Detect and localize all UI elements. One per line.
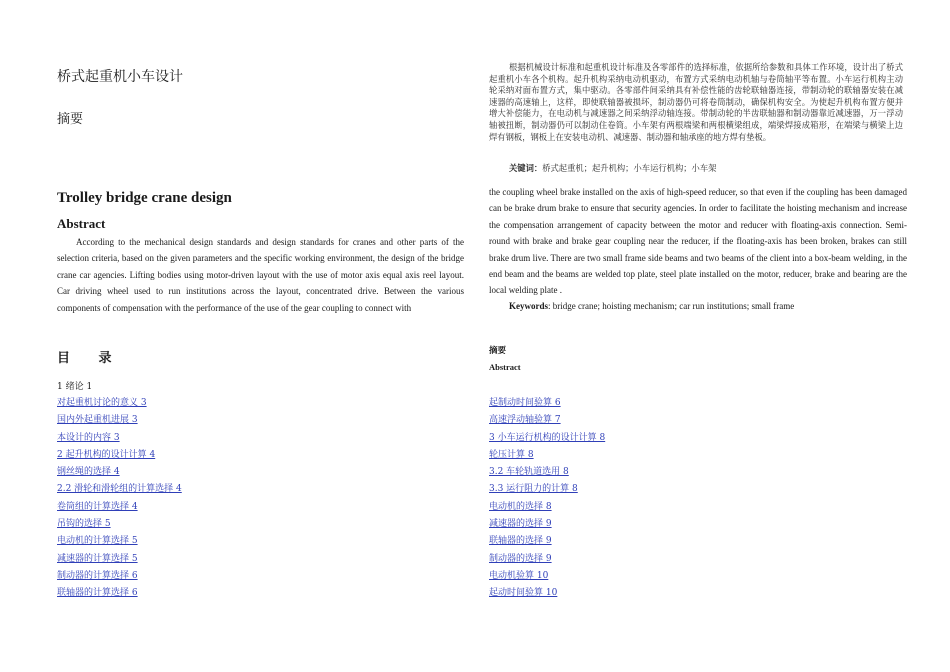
toc-item bbox=[57, 516, 182, 533]
toc-item bbox=[489, 516, 605, 533]
toc-item bbox=[57, 499, 182, 516]
toc-link[interactable]: 吊钩的选择 5 bbox=[57, 519, 111, 530]
toc-link[interactable]: 电动机验算 10 bbox=[489, 570, 549, 581]
cn-keywords-text: 桥式起重机；起升机构；小车运行机构；小车架 bbox=[542, 163, 717, 173]
toc-link[interactable]: 国内外起重机进展 3 bbox=[57, 415, 138, 426]
toc-link[interactable]: 联轴器的计算选择 6 bbox=[57, 588, 138, 599]
toc-link[interactable]: 高速浮动轴验算 7 bbox=[489, 415, 561, 426]
toc-link[interactable]: 钢丝绳的选择 4 bbox=[57, 467, 120, 478]
cn-abstract-body: 根据机械设计标准和起重机设计标准及各零部件的选择标准，依据所给参数和具体工作环境，设计出了桥式起重机小车各个机构。起升机构采纳电动机驱动，布置方式采纳电动机轴与卷筒轴平等布置。小车运行机构主动轮采纳对面布置方式，集中驱动。各零部件间采纳具有补偿性能的齿轮联轴器连接，带制动轮的联轴器安装在减速器的高速轴上，这样，即使联轴器被损坏，制动器仍可将卷筒制动，确保机构安全。为使起升机构布置方便并增大补偿能力，在电动机与减速器之间采纳浮动轴连接。带制动轮的半齿联轴器和制动器靠近减速器，万一浮动轴被扭断，制动器仍可以制动住卷筒。小车架有两根端梁和两根横梁组成，端梁焊接成箱形，在端梁与横梁上边焊有钢板，钢板上在安装电动机、减速器、制动器和轴承座的地方焊有垫板。 bbox=[489, 62, 903, 142]
toc-link[interactable]: 制动器的选择 9 bbox=[489, 553, 552, 564]
toc-link[interactable]: 起制动时间验算 6 bbox=[489, 398, 561, 408]
toc-left-list bbox=[57, 395, 182, 603]
toc-item bbox=[57, 412, 182, 429]
toc-item bbox=[57, 585, 182, 602]
toc-item bbox=[489, 464, 605, 481]
toc-item bbox=[57, 447, 182, 464]
cn-abstract-heading: 摘要 bbox=[57, 112, 84, 127]
toc-heading: 目 录 bbox=[57, 351, 124, 366]
toc-link[interactable]: 2 起升机构的设计计算 4 bbox=[57, 449, 156, 460]
toc-link[interactable]: 3 小车运行机构的设计计算 8 bbox=[489, 432, 606, 443]
toc-link[interactable]: 制动器的计算选择 6 bbox=[57, 570, 138, 581]
toc-link[interactable]: 电动机的选择 8 bbox=[489, 501, 552, 512]
toc-link[interactable]: 联轴器的选择 9 bbox=[489, 536, 552, 547]
toc-link[interactable]: 3.3 运行阻力的计算 8 bbox=[489, 484, 578, 495]
toc-link[interactable]: 减速器的选择 9 bbox=[489, 519, 552, 530]
toc-item bbox=[489, 447, 605, 464]
cn-keywords bbox=[509, 162, 716, 174]
toc-link[interactable]: 电动机的计算选择 5 bbox=[57, 536, 138, 547]
toc-item bbox=[57, 481, 182, 498]
en-keywords-label: Keywords bbox=[509, 301, 548, 311]
toc-link[interactable]: 本设计的内容 3 bbox=[57, 432, 120, 443]
en-keywords-text: : bridge crane; hoisting mechanism; car run institutions; small frame bbox=[548, 301, 795, 311]
toc-link[interactable]: 轮压计算 8 bbox=[489, 449, 534, 460]
toc-item bbox=[489, 568, 605, 585]
toc-item bbox=[57, 395, 182, 412]
toc-item bbox=[57, 430, 182, 447]
toc-link[interactable]: 3.2 车轮轨道选用 8 bbox=[489, 467, 569, 478]
toc-item bbox=[489, 395, 605, 412]
toc-abstract-cn: 摘要 bbox=[489, 346, 507, 356]
en-keywords bbox=[509, 301, 794, 311]
toc-link[interactable]: 对起重机讨论的意义 3 bbox=[57, 398, 147, 408]
toc-link[interactable]: 起动时间验算 10 bbox=[489, 588, 558, 599]
toc-link[interactable]: 减速器的计算选择 5 bbox=[57, 553, 138, 564]
toc-item bbox=[489, 481, 605, 498]
en-title: Trolley bridge crane design bbox=[57, 190, 232, 206]
toc-item bbox=[489, 430, 605, 447]
toc-chapter-1: 1 绪论 1 bbox=[57, 382, 93, 392]
toc-item bbox=[489, 551, 605, 568]
toc-item bbox=[57, 568, 182, 585]
toc-item bbox=[489, 533, 605, 550]
toc-link[interactable]: 2.2 滑轮和滑轮组的计算选择 4 bbox=[57, 484, 182, 495]
toc-abstract-en: Abstract bbox=[489, 362, 521, 372]
cn-keywords-label: 关键词： bbox=[509, 163, 543, 173]
toc-item bbox=[57, 533, 182, 550]
toc-item bbox=[489, 412, 605, 429]
toc-item bbox=[57, 551, 182, 568]
toc-item bbox=[489, 585, 605, 602]
en-abstract-heading: Abstract bbox=[57, 216, 106, 231]
toc-link[interactable]: 卷筒组的计算选择 4 bbox=[57, 501, 138, 512]
en-abstract-paragraph-2: the coupling wheel brake installed on the axis of high-speed reducer, so that even if the coupling has been damaged can be brake drum brake to ensure that security agencies. In order to facilitate the hoisting mechanism and increase the compensation arrangement of capacity between the motor and reducer with floating-axis connection. Semi-round with brake and brake gear coupling near the reducer, if the floating-axis has been broken, brakes can still brake drum live. There are two small frame side beams and two beams of the client into a box-beam welding, in the end beam and the beams are welded top plate, steel plate installed on the motor, reducer, brake and bearing are the local welding plate . bbox=[489, 187, 907, 296]
toc-item bbox=[489, 499, 605, 516]
en-abstract-paragraph-1: According to the mechanical design standards and design standards for cranes and other parts of the selection criteria, based on the given parameters and the specific working environment, the design of the bridge crane car agencies. Lifting bodies using motor-driven layout with the use of motor axis equal axis reel layout. Car driving wheel used to run institutions across the layout, concentrated drive. Between the various components of compensation with the performance of the use of the gear coupling to connect with bbox=[57, 237, 464, 313]
cn-title: 桥式起重机小车设计 bbox=[57, 69, 183, 85]
toc-right-list bbox=[489, 395, 605, 603]
toc-item bbox=[57, 464, 182, 481]
